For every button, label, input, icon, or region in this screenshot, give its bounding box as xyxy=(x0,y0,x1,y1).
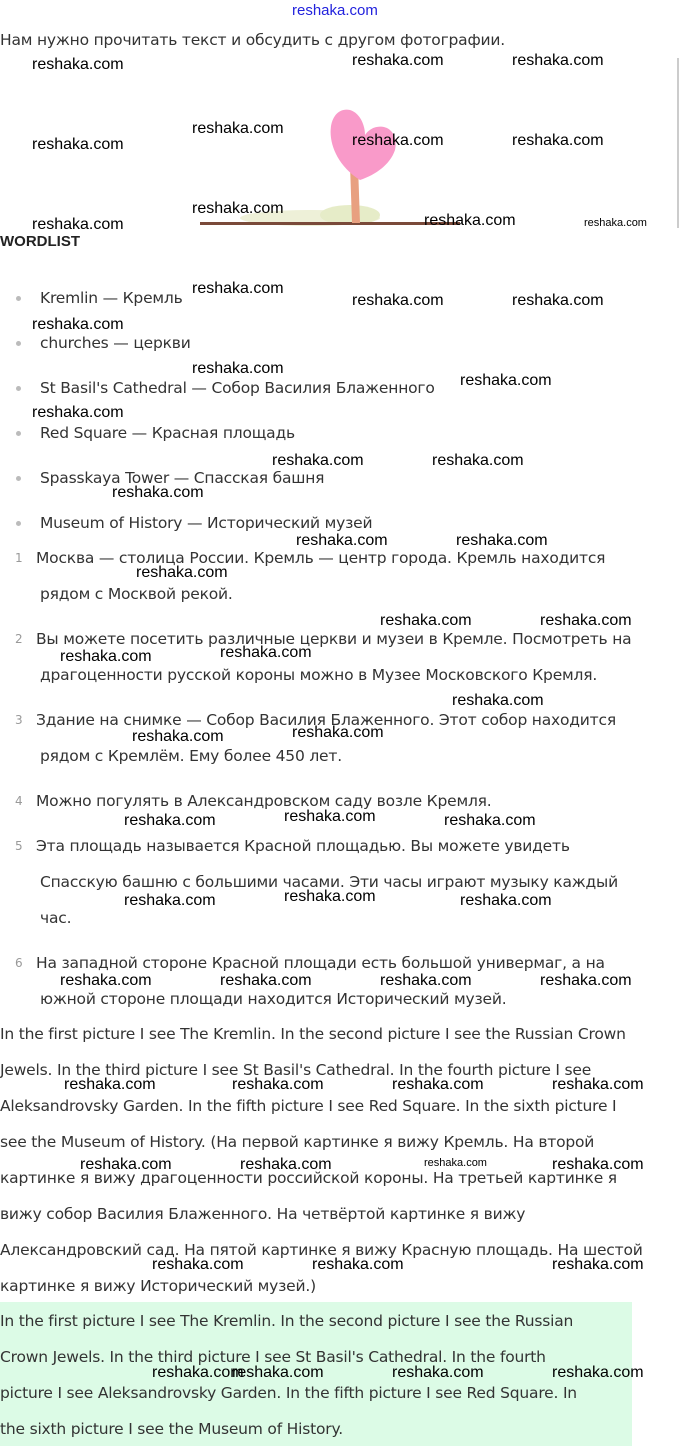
watermark-text: reshaka.com xyxy=(392,1076,484,1093)
watermark-text: reshaka.com xyxy=(136,564,228,581)
watermark-text: reshaka.com xyxy=(32,316,124,333)
watermark-text: reshaka.com xyxy=(584,217,647,229)
watermark-text: reshaka.com xyxy=(512,292,604,309)
list-item: Kremlin — Кремль xyxy=(40,289,183,307)
watermark-text: reshaka.com xyxy=(152,1364,244,1381)
watermark-text: reshaka.com xyxy=(424,1157,487,1169)
item-number: 3 xyxy=(15,713,23,727)
bullet-icon xyxy=(16,296,21,301)
watermark-text: reshaka.com xyxy=(124,812,216,829)
watermark-text: reshaka.com xyxy=(456,532,548,549)
bullet-icon xyxy=(16,476,21,481)
watermark-text: reshaka.com xyxy=(60,648,152,665)
watermark-text: reshaka.com xyxy=(540,972,632,989)
list-item: churches — церкви xyxy=(40,334,191,352)
watermark-text: reshaka.com xyxy=(392,1364,484,1381)
site-link[interactable]: reshaka.com xyxy=(292,2,378,19)
list-item: Red Square — Красная площадь xyxy=(40,424,295,442)
numbered-item-text: южной стороне площади находится Исторический музей. xyxy=(40,990,507,1008)
numbered-item-text: Вы можете посетить различные церкви и музеи в Кремле. Посмотреть на xyxy=(36,630,632,648)
watermark-text: reshaka.com xyxy=(220,972,312,989)
item-number: 4 xyxy=(15,794,23,808)
answer-line: Aleksandrovsky Garden. In the fifth picture I see Red Square. In the sixth picture I xyxy=(0,1097,617,1115)
watermark-text: reshaka.com xyxy=(352,52,444,69)
highlight-line: Crown Jewels. In the third picture I see St Basil's Cathedral. In the fourth xyxy=(0,1348,546,1366)
answer-line: Александровский сад. На пятой картинке я вижу Красную площадь. На шестой xyxy=(0,1241,643,1259)
watermark-text: reshaka.com xyxy=(284,888,376,905)
watermark-text: reshaka.com xyxy=(60,972,152,989)
watermark-text: reshaka.com xyxy=(132,728,224,745)
item-number: 2 xyxy=(15,632,23,646)
watermark-text: reshaka.com xyxy=(460,892,552,909)
watermark-text: reshaka.com xyxy=(192,280,284,297)
watermark-text: reshaka.com xyxy=(452,692,544,709)
list-item: St Basil's Cathedral — Собор Василия Блаженного xyxy=(40,379,435,397)
image-scrollbar[interactable] xyxy=(677,58,679,228)
wordlist-heading: WORDLIST xyxy=(0,233,80,250)
numbered-item-text: час. xyxy=(40,909,72,927)
intro-text: Нам нужно прочитать текст и обсудить с другом фотографии. xyxy=(0,31,505,49)
watermark-text: reshaka.com xyxy=(552,1156,644,1173)
watermark-text: reshaka.com xyxy=(152,1256,244,1273)
watermark-text: reshaka.com xyxy=(432,452,524,469)
numbered-item-text: рядом с Москвой рекой. xyxy=(40,585,233,603)
numbered-item-text: Можно погулять в Александровском саду возле Кремля. xyxy=(36,792,492,810)
watermark-text: reshaka.com xyxy=(32,216,124,233)
watermark-text: reshaka.com xyxy=(64,1076,156,1093)
numbered-item-text: драгоценности русской короны можно в Музее Московского Кремля. xyxy=(40,666,598,684)
watermark-text: reshaka.com xyxy=(444,812,536,829)
watermark-text: reshaka.com xyxy=(552,1256,644,1273)
answer-line: In the first picture I see The Kremlin. In the second picture I see the Russian Crown xyxy=(0,1025,626,1043)
bullet-icon xyxy=(16,431,21,436)
answer-line: картинке я вижу драгоценности российской короны. На третьей картинке я xyxy=(0,1169,617,1187)
watermark-text: reshaka.com xyxy=(272,452,364,469)
watermark-text: reshaka.com xyxy=(32,56,124,73)
bullet-icon xyxy=(16,341,21,346)
watermark-text: reshaka.com xyxy=(552,1364,644,1381)
bullet-icon xyxy=(16,521,21,526)
highlight-line: picture I see Aleksandrovsky Garden. In the fifth picture I see Red Square. In xyxy=(0,1384,577,1402)
watermark-text: reshaka.com xyxy=(240,1156,332,1173)
watermark-text: reshaka.com xyxy=(380,972,472,989)
item-number: 1 xyxy=(15,551,23,565)
numbered-item-text: Спасскую башню с большими часами. Эти часы играют музыку каждый xyxy=(40,873,618,891)
watermark-text: reshaka.com xyxy=(192,120,284,137)
watermark-text: reshaka.com xyxy=(32,136,124,153)
watermark-text: reshaka.com xyxy=(192,360,284,377)
watermark-text: reshaka.com xyxy=(220,644,312,661)
highlight-line: In the first picture I see The Kremlin. In the second picture I see the Russian xyxy=(0,1312,574,1330)
watermark-text: reshaka.com xyxy=(292,724,384,741)
watermark-text: reshaka.com xyxy=(296,532,388,549)
item-number: 5 xyxy=(15,839,23,853)
answer-line: see the Museum of History. (На первой картинке я вижу Кремль. На второй xyxy=(0,1133,595,1151)
watermark-text: reshaka.com xyxy=(552,1076,644,1093)
watermark-text: reshaka.com xyxy=(460,372,552,389)
answer-line: вижу собор Василия Блаженного. На четвёртой картинке я вижу xyxy=(0,1205,526,1223)
watermark-text: reshaka.com xyxy=(232,1076,324,1093)
watermark-text: reshaka.com xyxy=(424,212,516,229)
watermark-text: reshaka.com xyxy=(540,612,632,629)
watermark-text: reshaka.com xyxy=(80,1156,172,1173)
watermark-text: reshaka.com xyxy=(32,404,124,421)
answer-line: картинке я вижу Исторический музей.) xyxy=(0,1277,316,1295)
item-number: 6 xyxy=(15,956,23,970)
numbered-item-text: рядом с Кремлём. Ему более 450 лет. xyxy=(40,747,342,765)
watermark-text: reshaka.com xyxy=(312,1256,404,1273)
watermark-text: reshaka.com xyxy=(352,132,444,149)
watermark-text: reshaka.com xyxy=(112,484,204,501)
numbered-item-text: Москва — столица России. Кремль — центр города. Кремль находится xyxy=(36,549,606,567)
answer-line: Jewels. In the third picture I see St Basil's Cathedral. In the fourth picture I see xyxy=(0,1061,592,1079)
watermark-text: reshaka.com xyxy=(512,132,604,149)
watermark-text: reshaka.com xyxy=(380,612,472,629)
numbered-item-text: На западной стороне Красной площади есть большой универмаг, а на xyxy=(36,954,605,972)
list-item: Museum of History — Исторический музей xyxy=(40,514,373,532)
watermark-text: reshaka.com xyxy=(512,52,604,69)
list-item: Spasskaya Tower — Спасская башня xyxy=(40,469,325,487)
highlight-line: the sixth picture I see the Museum of History. xyxy=(0,1420,343,1438)
watermark-text: reshaka.com xyxy=(352,292,444,309)
bullet-icon xyxy=(16,386,21,391)
numbered-item-text: Эта площадь называется Красной площадью. Вы можете увидеть xyxy=(36,837,570,855)
watermark-text: reshaka.com xyxy=(124,892,216,909)
watermark-text: reshaka.com xyxy=(232,1364,324,1381)
watermark-text: reshaka.com xyxy=(284,808,376,825)
numbered-item-text: Здание на снимке — Собор Василия Блаженного. Этот собор находится xyxy=(36,711,616,729)
watermark-text: reshaka.com xyxy=(192,200,284,217)
